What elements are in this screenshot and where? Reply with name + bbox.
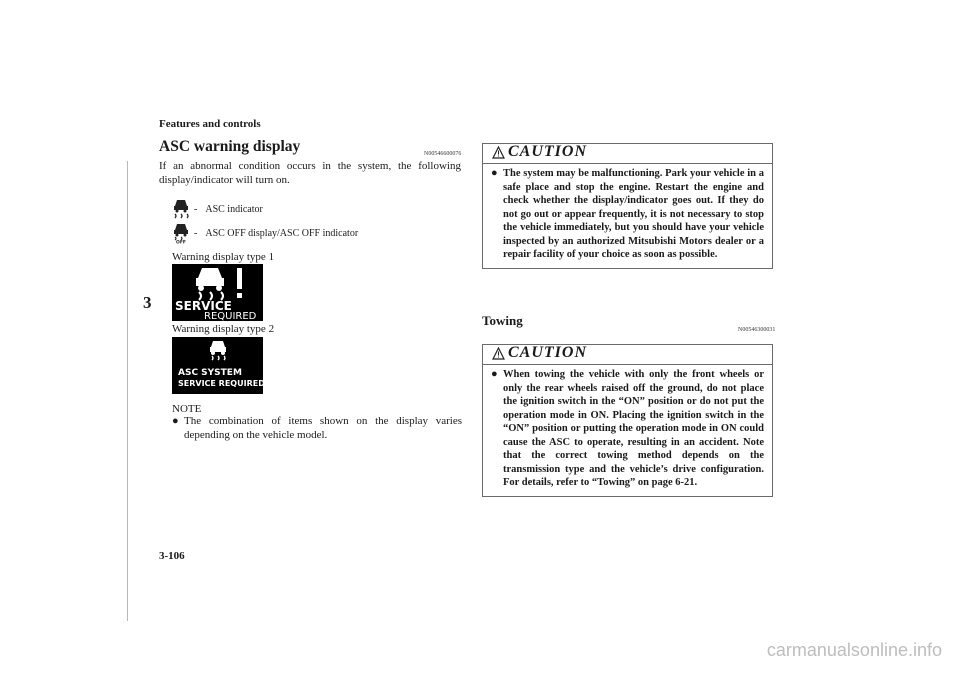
car-skid-small-icon (172, 337, 263, 394)
warning-triangle-icon (492, 146, 505, 159)
chapter-divider (127, 161, 128, 621)
warning-type1-label: Warning display type 1 (172, 251, 275, 263)
indicator-label: ASC OFF display/ASC OFF indicator (205, 227, 359, 239)
asc-heading: ASC warning display (159, 138, 301, 155)
note-item (172, 415, 462, 442)
bullet-icon: ● (172, 415, 179, 427)
chapter-number: 3 (143, 293, 152, 312)
page-number: 3-106 (159, 550, 185, 562)
bullet-icon: ● (491, 368, 498, 380)
caution-text: The system may be malfunctioning. Park your vehicle in a safe place and stop the engine. Restart the engine and check whether the display/indicator goes out. If they do not go out or appear frequently, it is not necessary to stop the vehicle immediately, but you should have your vehicle inspected by an authorized Mitsubishi Motors dealer or a repair facility of your choice as soon as possible. (503, 168, 764, 260)
caution-box-towing (482, 344, 773, 497)
screen1-line1: SERVICE (175, 299, 232, 313)
towing-heading: Towing (482, 313, 523, 328)
indicator-label: ASC indicator (205, 203, 263, 215)
screen1-line2: REQUIRED (204, 311, 257, 321)
indicator-row-asc-off (172, 222, 358, 244)
indicator-dash: - (194, 203, 198, 215)
caution-header (483, 345, 772, 365)
caution-box-malfunction (482, 143, 773, 269)
chapter-tab (127, 291, 157, 321)
section-header: Features and controls (159, 118, 261, 130)
warning-type2-label: Warning display type 2 (172, 323, 275, 335)
watermark: carmanualsonline.info (766, 640, 942, 660)
asc-section-code: N00546600076 (424, 151, 462, 157)
car-skid-warning-icon (172, 264, 263, 321)
caution-text: When towing the vehicle with only the front wheels or only the rear wheels raised off the ground, do not place the ignition switch in the “ON” position or do not put the operation mode in ON. Placing the ignition switch in the “ON” position or putting the operation mode in ON could cause the ASC to operate, resulting in an accident. Note that the correct towing method depends on the transmission type and the vehicle’s drive configuration. For details, refer to “Towing” on page 6-21. (503, 369, 764, 488)
warning-triangle-icon (492, 347, 505, 360)
towing-section-code: N00546300031 (738, 327, 776, 333)
warning-display-type2 (172, 337, 263, 394)
indicator-dash: - (194, 227, 198, 239)
asc-intro: If an abnormal condition occurs in the system, the following display/indicator will turn on. (159, 160, 461, 186)
asc-off-indicator-icon (172, 222, 190, 244)
indicator-row-asc (172, 198, 263, 220)
caution-title: CAUTION (508, 143, 588, 160)
svg-text:OFF: OFF (176, 240, 186, 244)
caution-item (483, 164, 772, 268)
screen2-line2: SERVICE REQUIRED (178, 379, 263, 388)
asc-indicator-icon (172, 198, 190, 220)
bullet-icon: ● (491, 167, 498, 179)
caution-title: CAUTION (508, 344, 588, 361)
caution-item (483, 365, 772, 496)
note-label: NOTE (172, 403, 202, 415)
note-text: The combination of items shown on the display varies depending on the vehicle model. (184, 415, 462, 441)
warning-display-type1 (172, 264, 263, 321)
caution-header (483, 144, 772, 164)
screen2-line1: ASC SYSTEM (178, 368, 242, 378)
